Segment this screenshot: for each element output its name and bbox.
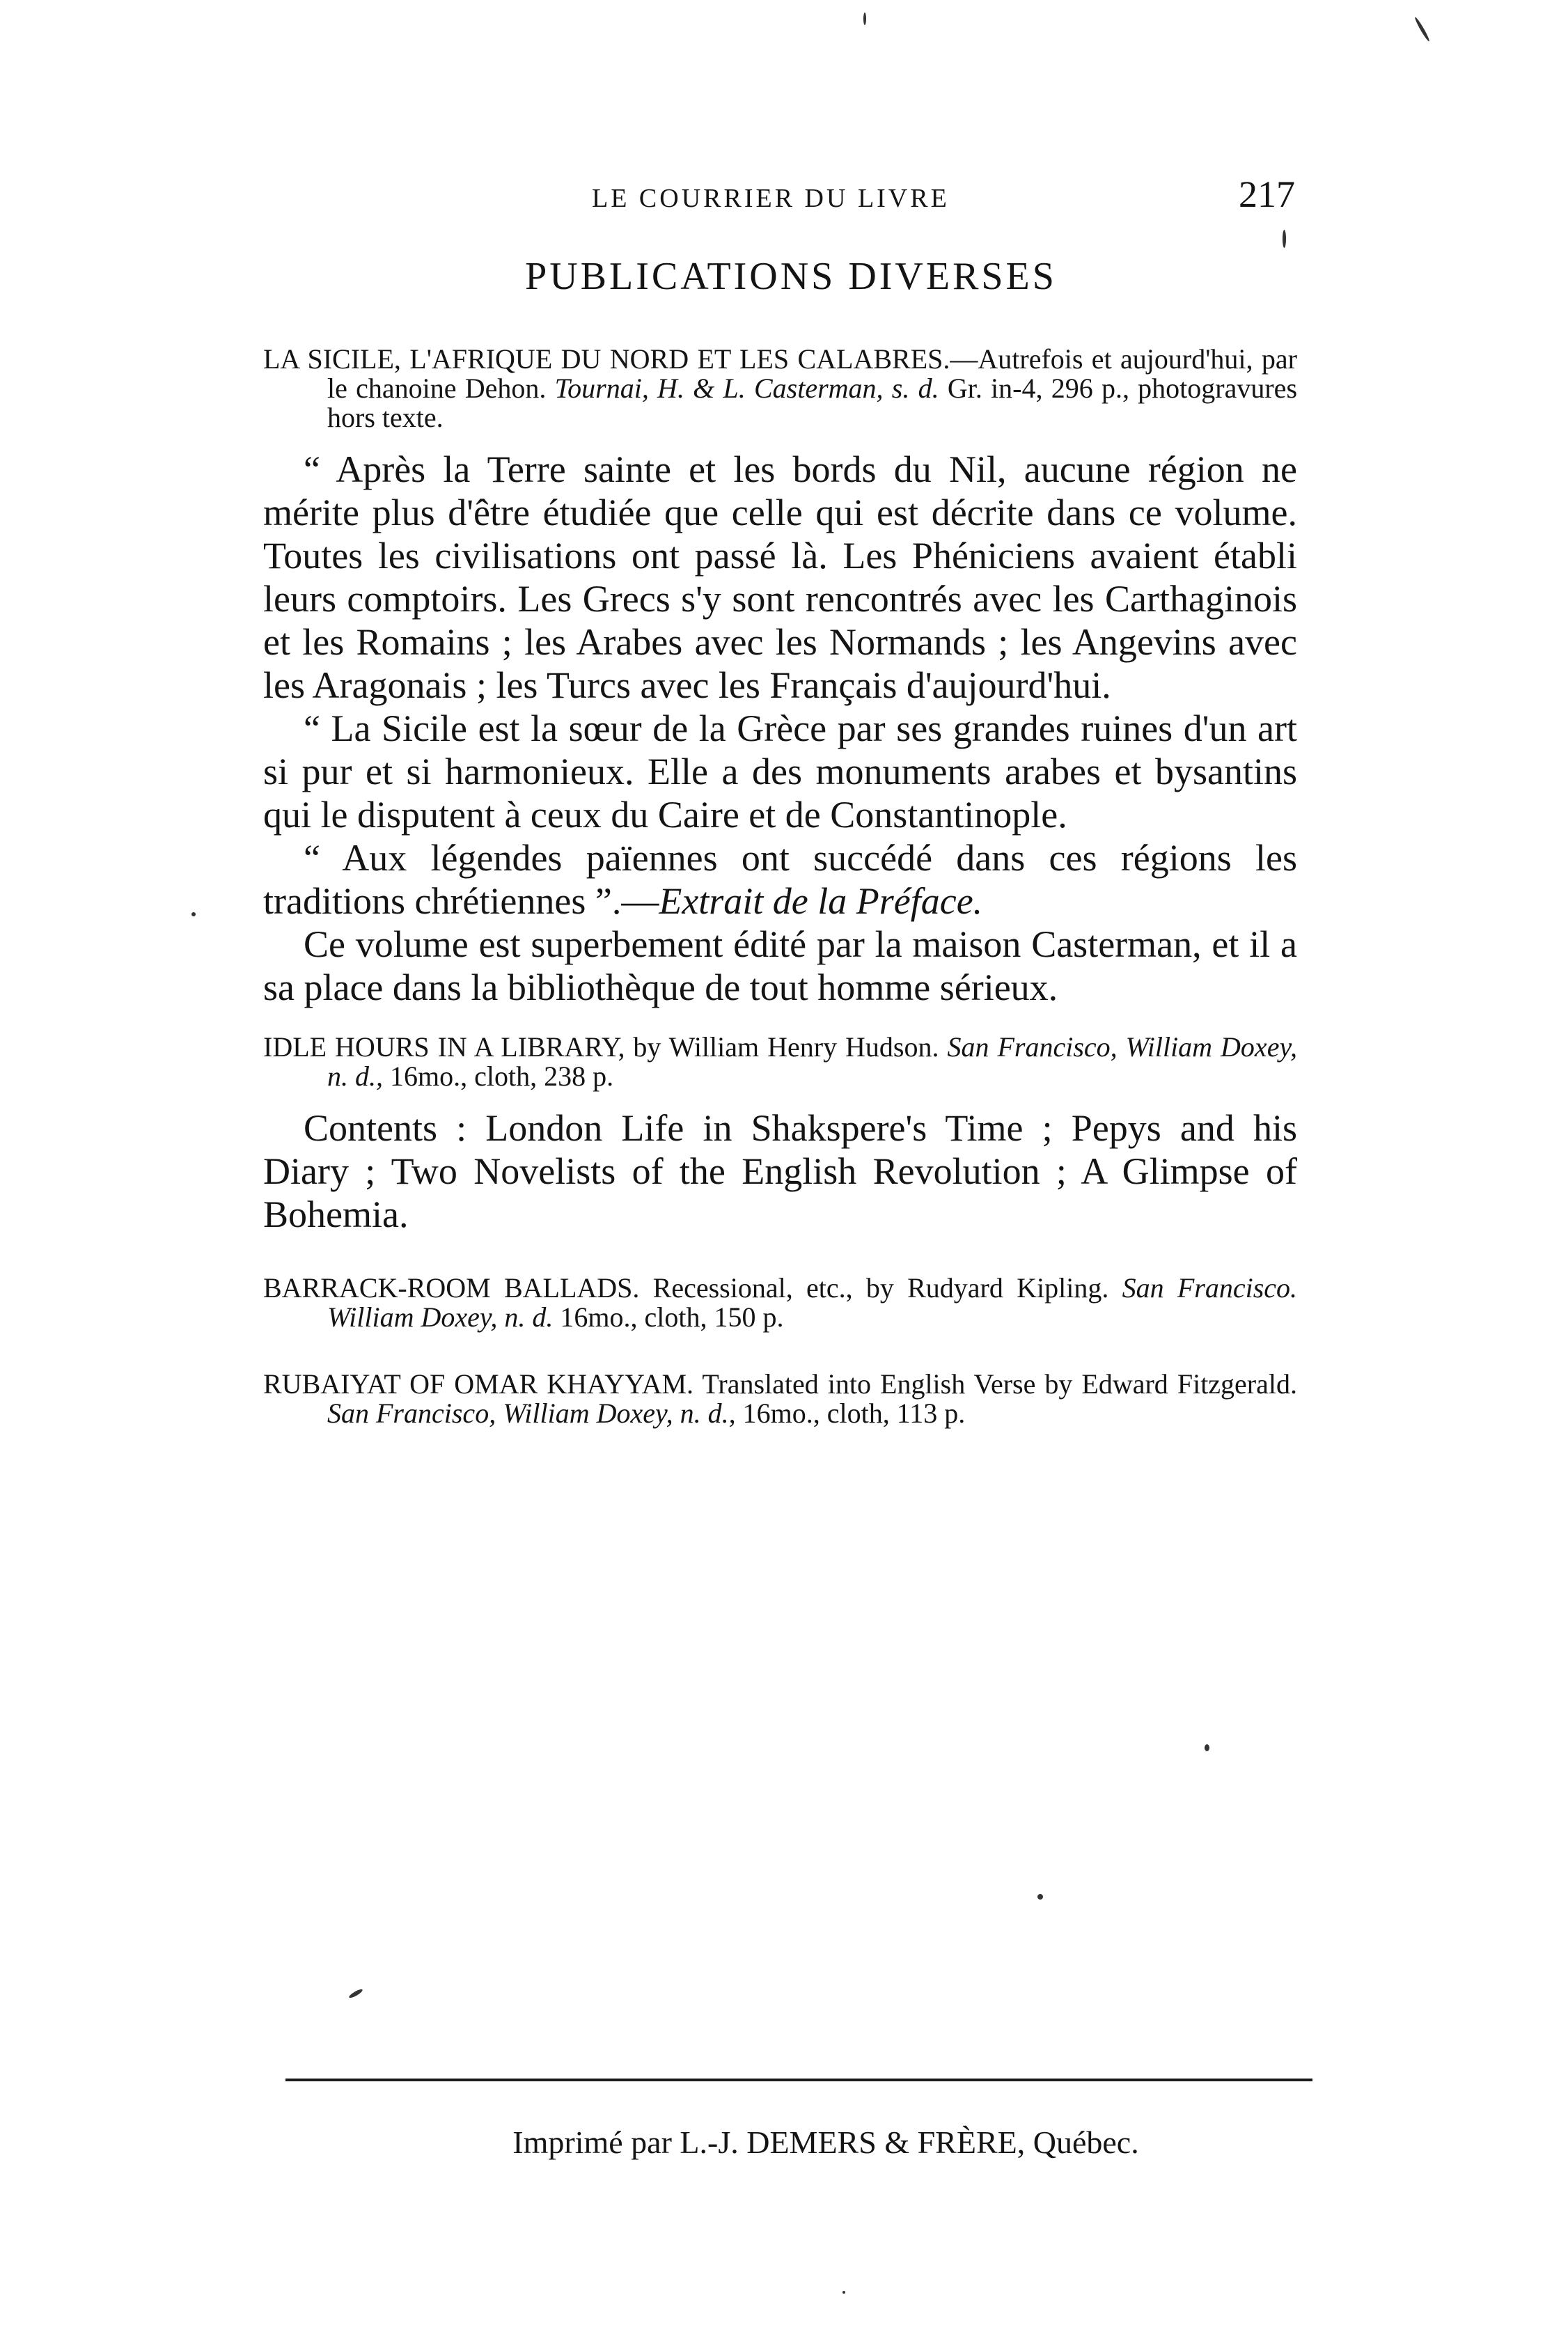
entry-details: 16mo., cloth, 113 p. (742, 1398, 966, 1429)
publication-entry (263, 1370, 1297, 1428)
page-number: 217 (1239, 173, 1295, 215)
entry-publisher: San Francisco. William Doxey, n. d. (327, 1272, 1298, 1333)
quote-paragraph: “ La Sicile est la sœur de la Grèce par ses grandes ruines d'un art si pur et si harmonieux. Elle a des monuments arabes et bysantins qui le disputent à ceux du Caire et de Constantinople. (263, 707, 1297, 836)
publication-entry (263, 1033, 1297, 1236)
publication-list (263, 345, 1297, 1428)
scan-speck (863, 13, 866, 25)
entry-title: IDLE HOURS IN A LIBRARY, by William Henry Hudson. (263, 1031, 939, 1063)
scan-speck (1205, 1744, 1209, 1751)
bibliographic-heading (263, 1033, 1297, 1091)
quote-text: “ Aux légendes païennes ont succédé dans ces régions les traditions chrétiennes ”.— (263, 837, 1297, 922)
entry-details: 16mo., cloth, 150 p. (560, 1301, 784, 1333)
entry-title: RUBAIYAT OF OMAR KHAYYAM. Translated into English Verse by Edward Fitzgerald. (263, 1368, 1297, 1400)
scan-speck (1037, 1894, 1043, 1900)
entry-details: 16mo., cloth, 238 p. (390, 1060, 614, 1092)
bibliographic-heading (263, 1274, 1297, 1332)
entry-publisher: San Francisco, William Doxey, n. d., (327, 1031, 1297, 1092)
scan-speck (1413, 16, 1430, 42)
scan-speck (1283, 230, 1286, 248)
contents-paragraph: Contents : London Life in Shakspere's Time ; Pepys and his Diary ; Two Novelists of the English Revolution ; A Glimpse of Bohemia. (263, 1107, 1297, 1235)
scan-speck (348, 1988, 363, 1999)
publication-entry (263, 1274, 1297, 1332)
running-head (265, 173, 1295, 216)
scan-speck (191, 912, 196, 916)
bibliographic-heading (263, 1370, 1297, 1428)
quote-source: Extrait de la Préface. (659, 880, 983, 922)
publication-entry (263, 345, 1297, 1009)
quote-paragraph (263, 836, 1297, 923)
footer-rule (285, 2079, 1312, 2081)
entry-publisher: San Francisco, William Doxey, n. d., (327, 1398, 736, 1429)
running-title: LE COURRIER DU LIVRE (592, 184, 950, 213)
entry-publisher: Tournai, H. & L. Casterman, s. d. (554, 373, 939, 404)
quote-paragraph: “ Après la Terre sainte et les bords du Nil, aucune région ne mérite plus d'être étudiée que celle qui est décrite dans ce volume. Toutes les civilisations ont passé là. Les Phéniciens avaient établi leurs comptoirs. Les Grecs s'y sont rencontrés avec les Carthaginois et les Romains ; les Arabes avec les Normands ; les Angevins avec les Aragonais ; les Turcs avec les Français d'aujourd'hui. (263, 448, 1297, 706)
printer-imprint: Imprimé par L.-J. DEMERS & FRÈRE, Québec. (512, 2124, 1139, 2160)
entry-details: Gr. in-4, 296 p., photogravures hors texte. (327, 373, 1298, 433)
bibliographic-heading (263, 345, 1297, 432)
scan-speck (842, 2291, 845, 2294)
review-paragraph: Ce volume est superbement édité par la maison Casterman, et il a sa place dans la bibliothèque de tout homme sérieux. (263, 923, 1297, 1008)
entry-title: LA SICILE, L'AFRIQUE DU NORD ET LES CALABRES.—Autrefois et aujourd'hui, par le chanoine Dehon. (263, 343, 1297, 404)
entry-title: BARRACK-ROOM BALLADS. Recessional, etc., by Rudyard Kipling. (263, 1272, 1109, 1304)
section-title: PUBLICATIONS DIVERSES (525, 255, 1057, 298)
